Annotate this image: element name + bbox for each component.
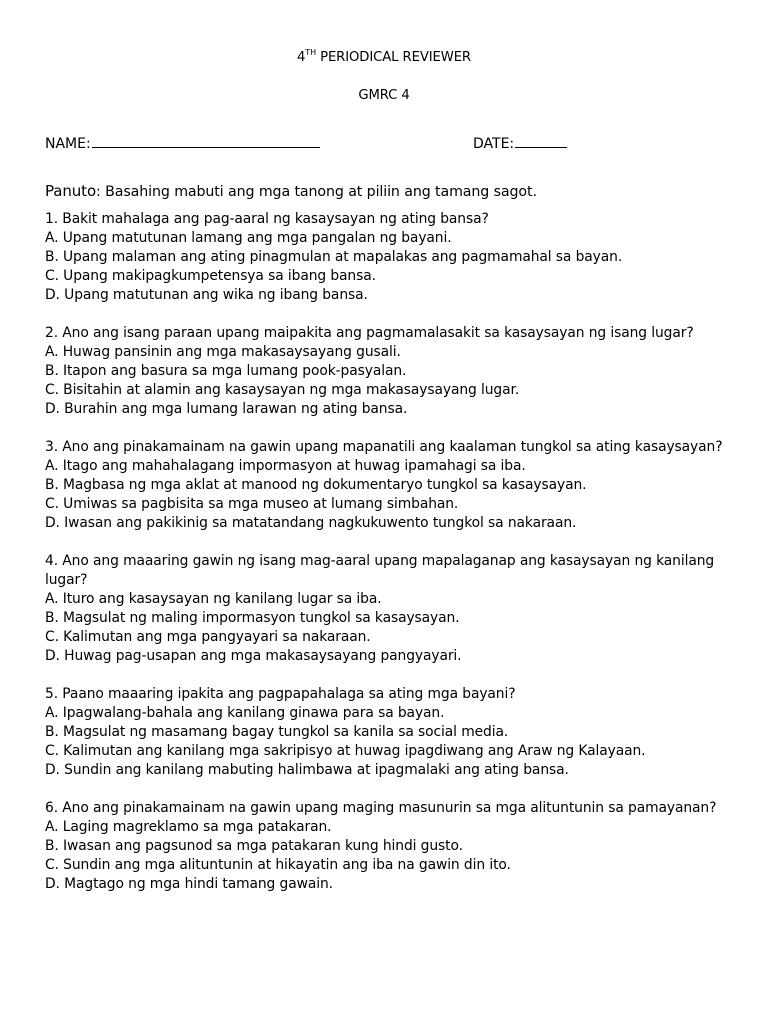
instructions-label: Panuto [45,182,97,200]
question-item [45,438,735,533]
date-field [473,133,567,153]
answer-choice-b: B. Magsulat ng masamang bagay tungkol sa kanila sa social media. [45,724,509,740]
question-list [45,210,735,913]
answer-choice-b: B. Iwasan ang pagsunod sa mga patakaran kung hindi gusto. [45,838,463,854]
answer-choice-a: A. Itago ang mahahalagang impormasyon at huwag ipamahagi sa iba. [45,458,526,474]
date-label: DATE: [473,136,515,152]
question-item [45,552,735,666]
answer-choice-a: A. Huwag pansinin ang mga makasaysayang gusali. [45,344,401,360]
answer-choice-d: D. Huwag pag-usapan ang mga makasaysayang pangyayari. [45,648,462,664]
answer-choice-d: D. Upang matutunan ang wika ng ibang bansa. [45,287,368,303]
question-stem: 2. Ano ang isang paraan upang maipakita ang pagmamalasakit sa kasaysayan ng isang lugar? [45,325,694,341]
title-number: 4 [297,50,306,65]
question-item [45,210,735,305]
answer-choice-b: B. Magbasa ng mga aklat at manood ng dokumentaryo tungkol sa kasaysayan. [45,477,587,493]
answer-choice-b: B. Magsulat ng maling impormasyon tungkol sa kasaysayan. [45,610,460,626]
answer-choice-a: A. Ituro ang kasaysayan ng kanilang lugar sa iba. [45,591,382,607]
answer-choice-a: A. Upang matutunan lamang ang mga pangalan ng bayani. [45,230,452,246]
question-stem: 1. Bakit mahalaga ang pag-aaral ng kasaysayan ng ating bansa? [45,211,489,227]
answer-choice-b: B. Upang malaman ang ating pinagmulan at mapalakas ang pagmamahal sa bayan. [45,249,623,265]
answer-choice-d: D. Sundin ang kanilang mabuting halimbawa at ipagmalaki ang ating bansa. [45,762,569,778]
name-label: NAME: [45,136,91,152]
question-stem: 4. Ano ang maaaring gawin ng isang mag-aaral upang mapalaganap ang kasaysayan ng kanilang lugar? [45,553,715,588]
instructions-text: Basahing mabuti ang mga tanong at piliin ang tamang sagot. [100,184,537,200]
answer-choice-c: C. Umiwas sa pagbisita sa mga museo at lumang simbahan. [45,496,459,512]
name-date-row [45,133,725,151]
instructions [45,182,735,201]
title-superscript: TH [305,48,316,57]
answer-choice-c: C. Sundin ang mga alituntunin at hikayatin ang iba na gawin din ito. [45,857,511,873]
answer-choice-c: C. Bisitahin at alamin ang kasaysayan ng mga makasaysayang lugar. [45,382,520,398]
instructions-separator: : [96,184,101,200]
date-blank-line[interactable] [515,133,567,148]
answer-choice-d: D. Iwasan ang pakikinig sa matatandang nagkukuwento tungkol sa nakaraan. [45,515,577,531]
answer-choice-d: D. Burahin ang mga lumang larawan ng ating bansa. [45,401,408,417]
page-title [0,49,768,67]
subject-title: GMRC 4 [358,88,410,103]
answer-choice-b: B. Itapon ang basura sa mga lumang pook-pasyalan. [45,363,407,379]
answer-choice-c: C. Kalimutan ang mga pangyayari sa nakaraan. [45,629,371,645]
question-item [45,685,735,780]
question-stem: 3. Ano ang pinakamainam na gawin upang mapanatili ang kaalaman tungkol sa ating kasaysayan? [45,439,723,455]
question-item [45,799,735,894]
question-item [45,324,735,419]
answer-choice-c: C. Upang makipagkumpetensya sa ibang bansa. [45,268,376,284]
question-stem: 6. Ano ang pinakamainam na gawin upang maging masunurin sa mga alituntunin sa pamayanan? [45,800,717,816]
name-field [45,133,320,153]
answer-choice-c: C. Kalimutan ang kanilang mga sakripisyo at huwag ipagdiwang ang Araw ng Kalayaan. [45,743,646,759]
name-blank-line[interactable] [92,133,320,148]
answer-choice-a: A. Laging magreklamo sa mga patakaran. [45,819,332,835]
question-stem: 5. Paano maaaring ipakita ang pagpapahalaga sa ating mga bayani? [45,686,516,702]
answer-choice-d: D. Magtago ng mga hindi tamang gawain. [45,876,333,892]
title-text: PERIODICAL REVIEWER [316,50,471,65]
answer-choice-a: A. Ipagwalang-bahala ang kanilang ginawa para sa bayan. [45,705,445,721]
